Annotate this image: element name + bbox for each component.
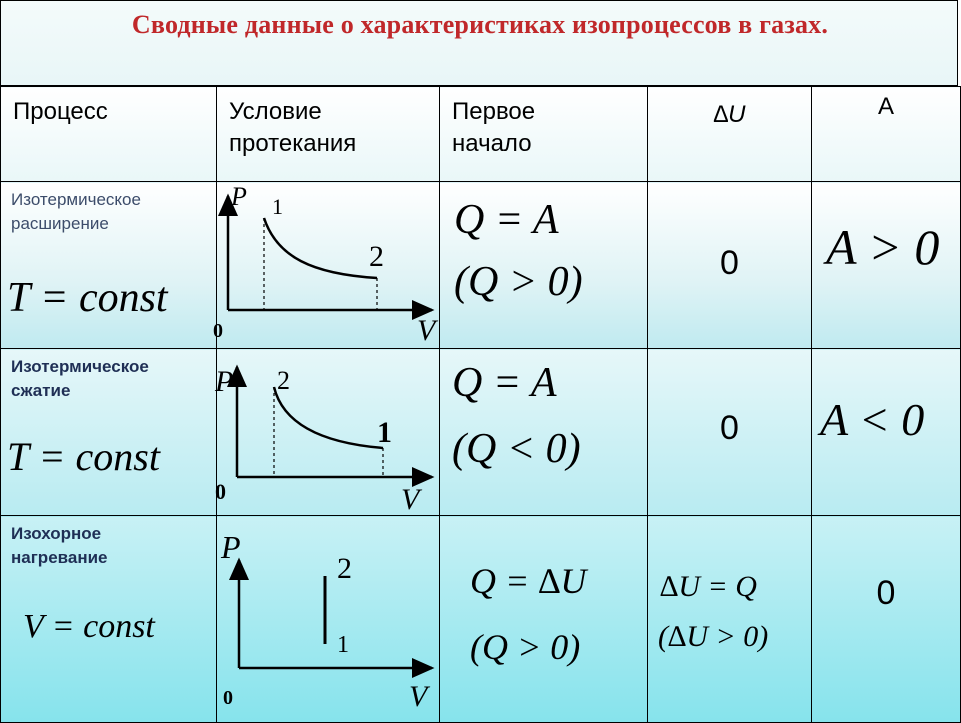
graph-cell (217, 349, 440, 516)
header-first-law-line1: Первое (452, 98, 536, 125)
v-axis-label: V (409, 680, 428, 713)
work-cell (812, 182, 961, 349)
page-title: Сводные данные о характеристиках изопроцессов в газах. (131, 10, 829, 39)
point-label-a: 1 (272, 194, 283, 219)
work-formula: A < 0 (820, 394, 925, 445)
first-law-formula: Q = A (454, 197, 559, 243)
origin-label: 0 (215, 479, 226, 504)
first-law-cell (440, 182, 648, 349)
header-condition-line2: протекания (229, 130, 357, 157)
delta-u-cell (648, 516, 812, 723)
header-first-law-label (452, 96, 535, 160)
first-law-formula: Q = A (452, 360, 557, 406)
header-delta-u (648, 87, 812, 182)
header-work (812, 87, 961, 182)
header-condition-label (229, 96, 356, 160)
process-name (11, 188, 211, 236)
isotherm-curve (274, 387, 383, 448)
process-name-line2: сжатие (11, 381, 71, 400)
p-axis-label: P (221, 529, 241, 565)
process-name-line2: расширение (11, 214, 109, 233)
delta-u-cell (648, 349, 812, 516)
graph-cell (217, 516, 440, 723)
process-name-line2: нагревание (11, 548, 108, 567)
pv-graph (217, 349, 439, 514)
condition-formula: V = const (23, 608, 155, 645)
origin-label: 0 (223, 687, 233, 709)
header-work-label: А (877, 93, 894, 120)
v-axis-label: V (401, 483, 420, 516)
origin-label: 0 (213, 320, 223, 342)
header-delta-u-label: ∆U (713, 101, 746, 128)
first-law-sign: (Q > 0) (470, 627, 581, 667)
p-axis-label: P (215, 365, 234, 398)
work-formula: A > 0 (826, 219, 940, 275)
header-first-law (440, 87, 648, 182)
process-name (11, 355, 211, 403)
header-condition-line1: Условие (229, 98, 322, 125)
condition-formula: T = const (7, 434, 160, 479)
graph-cell (213, 182, 440, 349)
point-label-top: 2 (337, 552, 352, 585)
pv-graph (213, 182, 439, 347)
delta-u-value: 0 (720, 244, 739, 282)
pv-graph (217, 516, 439, 721)
v-axis-label: V (417, 314, 436, 347)
work-cell (812, 516, 961, 723)
header-process-label: Процесс (13, 98, 108, 125)
first-law-formula: Q = ∆U (470, 561, 587, 601)
table-row (1, 516, 961, 723)
delta-u-cell (648, 182, 812, 349)
first-law-sign: (Q < 0) (452, 426, 581, 472)
delta-u-value: 0 (720, 409, 739, 447)
delta-u-sign: (∆U > 0) (658, 620, 769, 653)
table-row (1, 182, 961, 349)
condition-formula: T = const (7, 275, 168, 321)
process-name (11, 522, 211, 570)
process-name-line1: Изохорное (11, 524, 102, 543)
header-process (1, 87, 217, 182)
point-label-b: 2 (369, 240, 384, 273)
point-label-a: 2 (277, 366, 290, 395)
process-cell (1, 182, 217, 349)
p-axis-label: P (231, 182, 247, 211)
first-law-cell (440, 516, 648, 723)
header-first-law-line2: начало (452, 130, 532, 157)
point-label-b: 1 (377, 416, 392, 449)
process-cell (1, 349, 217, 516)
header-condition (217, 87, 440, 182)
isotherm-curve (264, 218, 377, 278)
process-name-line1: Изотермическое (11, 190, 141, 209)
isoprocess-table (0, 86, 961, 723)
table-row (1, 349, 961, 516)
point-label-bottom: 1 (337, 632, 349, 658)
work-value: 0 (876, 574, 896, 612)
process-name-line1: Изотермическое (11, 357, 149, 376)
header-row (1, 87, 961, 182)
process-cell (1, 516, 217, 723)
first-law-cell (440, 349, 648, 516)
first-law-sign: (Q > 0) (454, 259, 583, 305)
work-cell (812, 349, 961, 516)
delta-u-formula: ∆U = Q (660, 570, 757, 603)
